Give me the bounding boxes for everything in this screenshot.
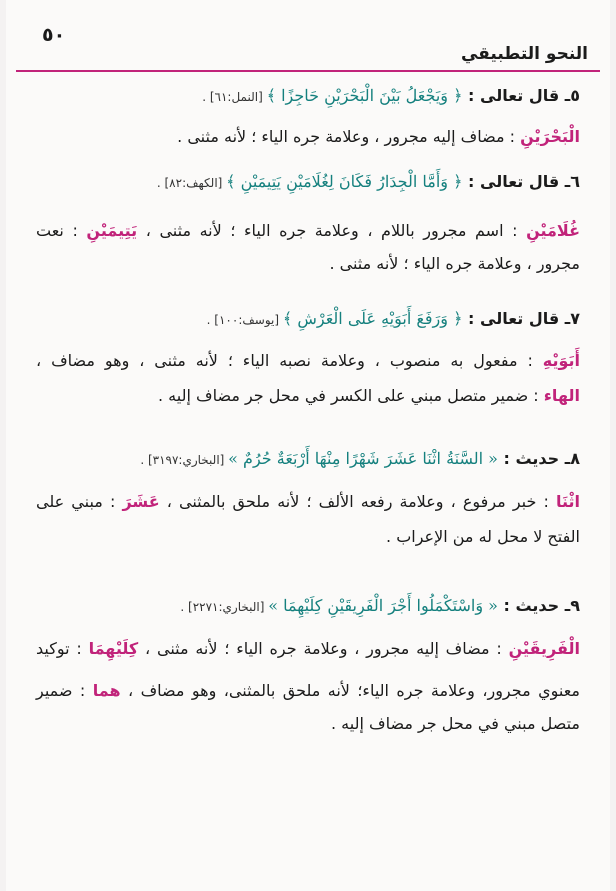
quoted-text: « وَاسْتَكْمَلُوا أَجْرَ الْفَرِيقَيْنِ كِلَيْهِمَا » [268,596,498,615]
text-segment: ٩ـ حديث : [497,596,580,615]
text-segment: : ضمير متصل مبني على الكسر في محل جر مضاف إليه . [158,386,544,405]
text-line [36,385,580,407]
quoted-text: ﴿ وَيَجْعَلُ بَيْنَ الْبَحْرَيْنِ حَاجِزًا ﴾ [266,86,463,105]
grammar-term: كِلَيْهِمَا [88,639,139,658]
page-header [24,22,596,68]
text-segment: ٦ـ قال تعالى : [462,172,580,191]
text-line [36,126,580,148]
quoted-text: ﴿ وَأَمَّا الْجِدَارُ فَكَانَ لِغُلَامَيْنِ يَتِيمَيْنِ ﴾ [226,172,463,191]
text-segment: : ضمير [36,681,93,700]
text-segment: ٨ـ حديث : [497,449,580,468]
grammar-term: الهاء [543,386,580,405]
grammar-term: أَبَوَيْهِ [542,351,580,370]
text-segment: ٧ـ قال تعالى : [462,309,580,328]
text-line [36,491,580,513]
text-line [36,713,580,735]
citation: [يوسف:١٠٠] . [206,313,283,327]
text-segment: متصل مبني في محل جر مضاف إليه . [331,714,580,733]
text-segment: ٥ـ قال تعالى : [462,86,580,105]
text-segment: : مضاف إليه مجرور ، وعلامة جره الياء ؛ لأنه مثنى . [177,127,521,146]
header-divider [16,70,600,72]
book-title: النحو التطبيقي [460,44,588,64]
text-line [36,680,580,702]
grammar-term: غُلَامَيْنِ [526,221,580,240]
book-page [6,0,610,891]
text-line [36,220,580,242]
grammar-term: الْبَحْرَيْنِ [520,127,580,146]
text-segment: : مفعول به منصوب ، وعلامة نصبه الياء ؛ لأنه مثنى ، وهو مضاف ، [36,351,543,370]
grammar-term: عَشَرَ [122,492,160,511]
text-segment: : نعت [36,221,87,240]
grammar-term: يَتِيمَيْنِ [86,221,138,240]
text-segment: الفتح لا محل له من الإعراب . [386,527,580,546]
citation: [الكهف:٨٢] . [156,176,227,190]
page-number: ٥٠ [42,24,66,46]
citation: [النمل:٦١] . [202,90,267,104]
grammar-term: الْفَرِيقَيْنِ [508,639,581,658]
text-segment: : توكيد [36,639,89,658]
citation: [البخاري:٢٢٧١] . [180,600,269,614]
text-segment: : مضاف إليه مجرور ، وعلامة جره الياء ؛ لأنه مثنى ، [138,639,509,658]
text-line [36,526,580,548]
text-line [36,171,580,194]
text-line [36,595,580,618]
citation: [البخاري:٣١٩٧] . [140,453,229,467]
text-line [36,448,580,471]
text-segment: مجرور ، وعلامة جره الياء ؛ لأنه مثنى . [329,254,580,273]
text-segment: : خبر مرفوع ، وعلامة رفعه الألف ؛ لأنه ملحق بالمثنى ، [159,492,556,511]
text-segment: : اسم مجرور باللام ، وعلامة جره الياء ؛ لأنه مثنى ، [137,221,527,240]
grammar-term: هما [92,681,121,700]
text-segment: معنوي مجرور، وعلامة جره الياء؛ لأنه ملحق بالمثنى، وهو مضاف ، [120,681,580,700]
text-line [36,85,580,108]
text-segment: : مبني على [36,492,123,511]
quoted-text: « السَّنَةُ اثْنَا عَشَرَ شَهْرًا مِنْهَا أَرْبَعَةٌ حُرُمٌ » [228,449,498,468]
text-line [36,308,580,331]
grammar-term: اثْنَا [555,492,581,511]
text-line [36,253,580,275]
quoted-text: ﴿ وَرَفَعَ أَبَوَيْهِ عَلَى الْعَرْشِ ﴾ [282,309,463,328]
text-line [36,350,580,372]
text-line [36,638,580,660]
